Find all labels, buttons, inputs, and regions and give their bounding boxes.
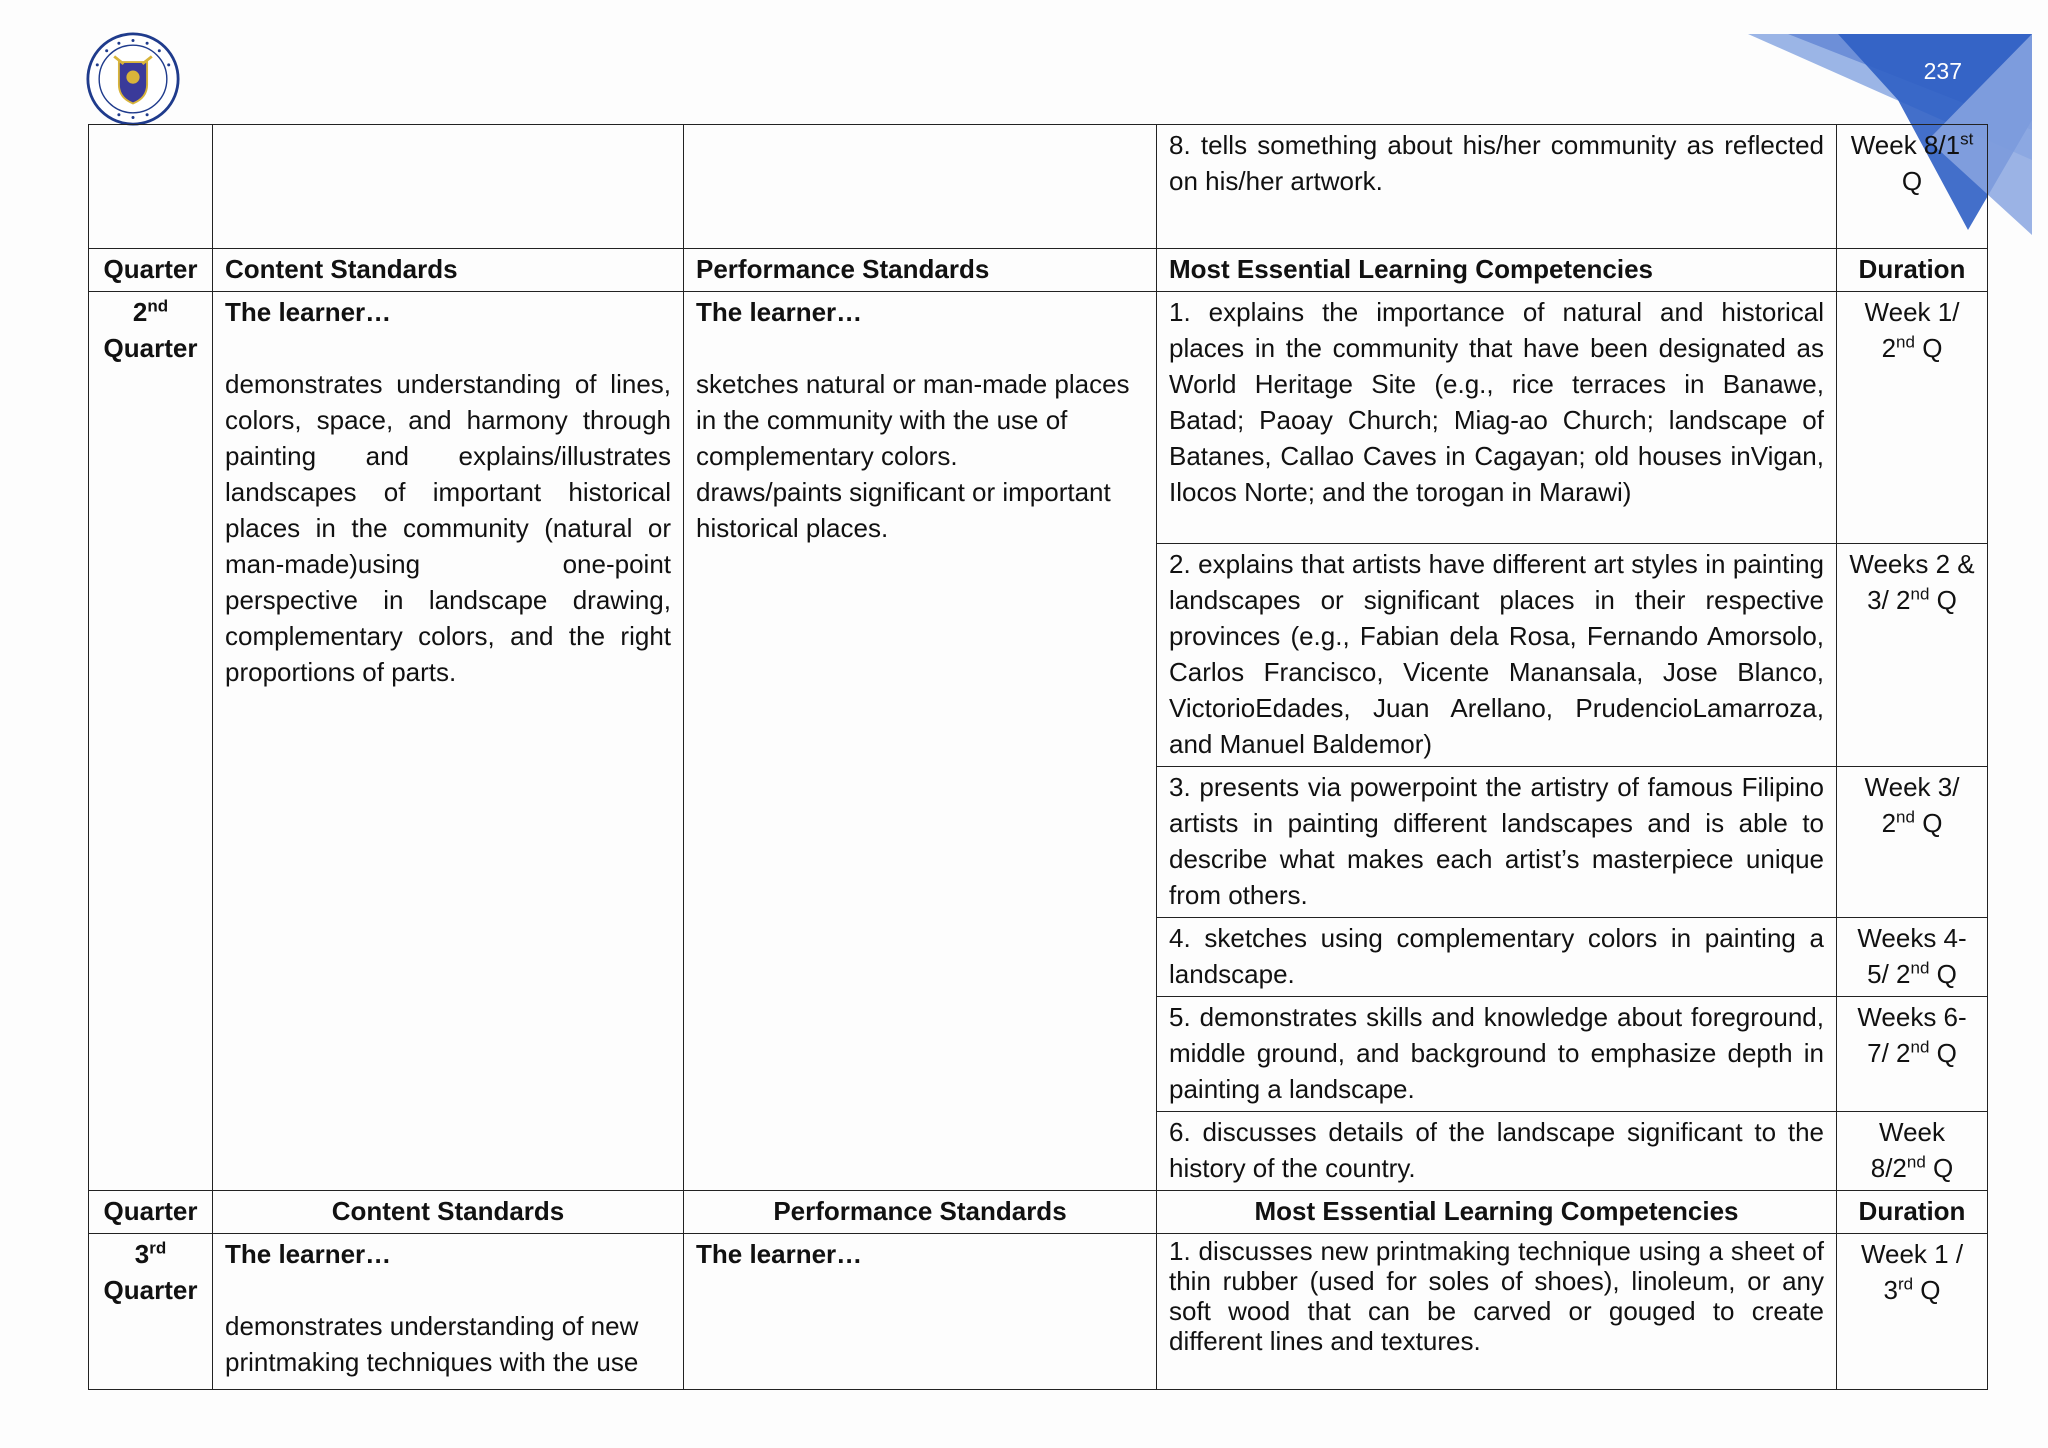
competency-cell: 4. sketches using complementary colors in painting a landscape. (1157, 918, 1837, 997)
duration-cell: Week 1 / 3rd Q (1837, 1234, 1988, 1390)
competency-cell: 3. presents via powerpoint the artistry of famous Filipino artists in painting different landscapes and is able to describe what makes each artist’s masterpiece unique from others. (1157, 767, 1837, 918)
content-standards-heading: Content Standards (213, 249, 684, 292)
table-row (89, 292, 1988, 544)
duration-heading: Duration (1837, 1191, 1988, 1234)
competency-cell: 8. tells something about his/her community as reflected on his/her artwork. (1157, 125, 1837, 249)
quarter-heading: Quarter (89, 1191, 213, 1234)
duration-cell: Weeks 4-5/ 2nd Q (1837, 918, 1988, 997)
competency-cell: 2. explains that artists have different art styles in painting landscapes or significant places in their respective provinces (e.g., Fabian dela Rosa, Fernando Amorsolo, Carlos Francisco, Vicente Manansala, Jose Blanco, VictorioEdades, Juan Arellano, PrudencioLamarroza, and Manuel Baldemor) (1157, 544, 1837, 767)
empty-cell (213, 125, 684, 249)
competency-cell: 5. demonstrates skills and knowledge about foreground, middle ground, and background to emphasize depth in painting a landscape. (1157, 997, 1837, 1112)
table-row (89, 125, 1988, 249)
duration-cell: Week 1/ 2nd Q (1837, 292, 1988, 544)
empty-cell (89, 125, 213, 249)
table-row (89, 1234, 1988, 1390)
duration-cell: Week 3/ 2nd Q (1837, 767, 1988, 918)
competency-cell: 1. discusses new printmaking technique using a sheet of thin rubber (used for soles of shoes), linoleum, or any soft wood that can be carved or gouged to create different lines and textures. (1157, 1234, 1837, 1390)
melc-heading: Most Essential Learning Competencies (1157, 1191, 1837, 1234)
curriculum-table (88, 124, 1988, 1390)
performance-standards-cell: The learner… (684, 1234, 1157, 1390)
empty-cell (684, 125, 1157, 249)
content-standards-cell: The learner… demonstrates understanding of new printmaking techniques with the use (213, 1234, 684, 1390)
duration-cell: Week 8/1st Q (1837, 125, 1988, 249)
content-standards-heading: Content Standards (213, 1191, 684, 1234)
deped-seal-logo (86, 32, 180, 126)
competency-cell: 1. explains the importance of natural and historical places in the community that have been designated as World Heritage Site (e.g., rice terraces in Banawe, Batad; Paoay Church; Miag-ao Church; landscape of Batanes, Callao Caves in Cagayan; old houses inVigan, Ilocos Norte; and the torogan in Marawi) (1157, 292, 1837, 544)
content-standards-cell: The learner… demonstrates understanding of lines, colors, space, and harmony through painting and explains/illustrates landscapes of important historical places in the community (natural or man-made)using one-point perspective in landscape drawing, complementary colors, and the right proportions of parts. (213, 292, 684, 1191)
duration-cell: Week 8/2nd Q (1837, 1112, 1988, 1191)
melc-heading: Most Essential Learning Competencies (1157, 249, 1837, 292)
header-row (89, 249, 1988, 292)
duration-cell: Weeks 6-7/ 2nd Q (1837, 997, 1988, 1112)
competency-cell: 6. discusses details of the landscape significant to the history of the country. (1157, 1112, 1837, 1191)
performance-standards-heading: Performance Standards (684, 1191, 1157, 1234)
header-row (89, 1191, 1988, 1234)
quarter-heading: Quarter (89, 249, 213, 292)
quarter-cell: 2nd Quarter (89, 292, 213, 1191)
quarter-cell: 3rd Quarter (89, 1234, 213, 1390)
duration-cell: Weeks 2 & 3/ 2nd Q (1837, 544, 1988, 767)
page-number: 237 (1923, 58, 1962, 84)
performance-standards-cell: The learner… sketches natural or man-made places in the community with the use of complementary colors. draws/paints significant or important historical places. (684, 292, 1157, 1191)
duration-heading: Duration (1837, 249, 1988, 292)
performance-standards-heading: Performance Standards (684, 249, 1157, 292)
